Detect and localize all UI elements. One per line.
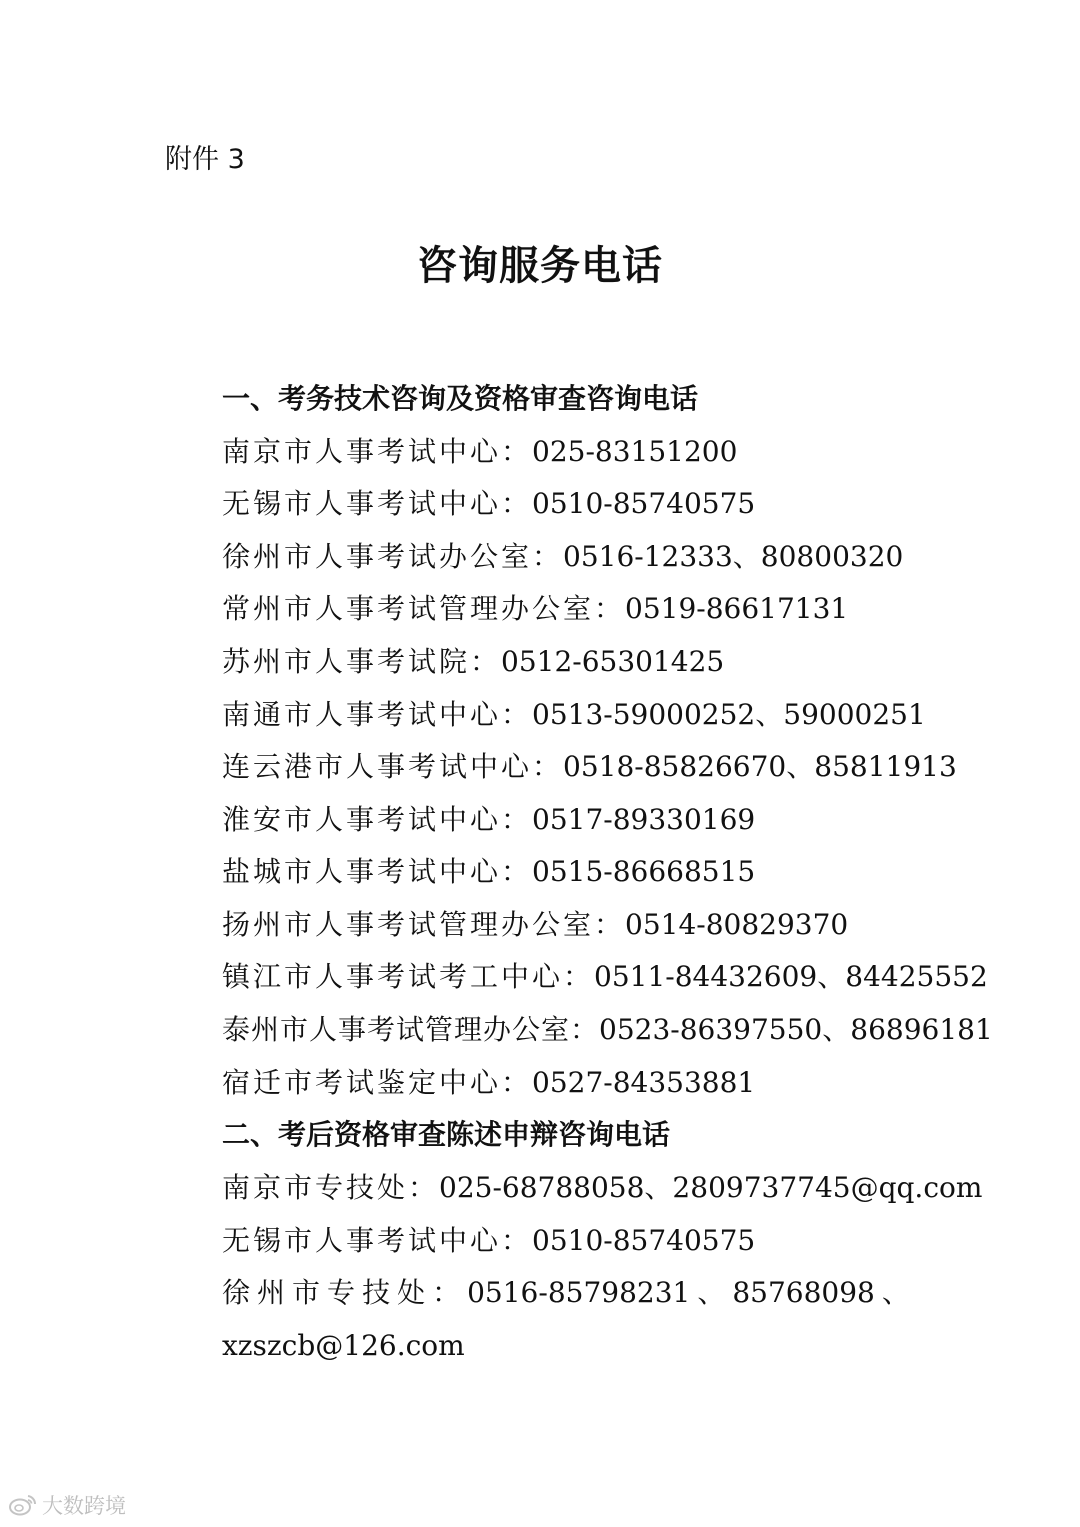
contact-line (222, 1008, 993, 1052)
contact-line (222, 955, 988, 999)
contact-phone: 025-83151200 (532, 435, 738, 468)
attachment-label: 附件 3 (165, 144, 245, 175)
contact-line (222, 850, 755, 894)
justified-part: 徐 (222, 1276, 251, 1309)
justified-part: 技 (362, 1276, 391, 1309)
contact-name: 淮安市人事考试中心： (222, 803, 533, 836)
watermark (8, 1490, 126, 1520)
contact-name: 南通市人事考试中心： (222, 698, 533, 731)
contact-phone: 0523-86397550、86896181 (599, 1013, 993, 1046)
contact-phone: 0510-85740575 (532, 487, 756, 520)
contact-phone: 0518-85826670、85811913 (563, 750, 957, 783)
section-2-heading: 二、考后资格审查陈述申辩咨询电话 (222, 1118, 671, 1151)
contact-line-justified (222, 1271, 910, 1315)
contact-line (222, 903, 848, 947)
contact-line (222, 693, 926, 737)
contact-line (222, 745, 957, 789)
contact-phone: 025-68788058、2809737745@qq.com (439, 1171, 983, 1204)
contact-name: 无锡市人事考试中心： (222, 1224, 533, 1257)
watermark-text: 大数跨境 (42, 1494, 126, 1518)
contact-name: 苏州市人事考试院： (222, 645, 502, 678)
contact-phone: 0510-85740575 (532, 1224, 756, 1257)
contact-name: 扬州市人事考试管理办公室： (222, 908, 626, 941)
contact-line (222, 1219, 755, 1263)
contact-phone: 0514-80829370 (625, 908, 849, 941)
contact-phone: 0511-84432609、84425552 (594, 960, 988, 993)
contact-phone: 0512-65301425 (501, 645, 725, 678)
justified-part: ： (432, 1276, 461, 1309)
contact-name: 常州市人事考试管理办公室： (222, 592, 626, 625)
page-title: 咨询服务电话 (417, 243, 663, 289)
justified-part: 州 (257, 1276, 286, 1309)
contact-line (222, 430, 737, 474)
contact-name: 徐州市人事考试办公室： (222, 540, 564, 573)
contact-line (222, 1061, 755, 1105)
contact-name: 泰州市人事考试管理办公室： (222, 1013, 600, 1046)
weibo-icon (8, 1493, 38, 1517)
justified-part: 、 (697, 1276, 726, 1309)
section-1-heading: 一、考务技术咨询及资格审查咨询电话 (222, 382, 699, 415)
contact-name: 连云港市人事考试中心： (222, 750, 564, 783)
contact-phone: 0527-84353881 (532, 1066, 756, 1099)
contact-line (222, 1166, 982, 1210)
contact-name: 宿迁市考试鉴定中心： (222, 1066, 533, 1099)
contact-phone: 0515-86668515 (532, 855, 756, 888)
contact-line (222, 798, 755, 842)
contact-name: 南京市专技处： (222, 1171, 440, 1204)
justified-part: 处 (397, 1276, 426, 1309)
contact-continuation: xzszcb@126.com (222, 1329, 465, 1362)
justified-part: 专 (327, 1276, 356, 1309)
contact-phone: 0517-89330169 (532, 803, 756, 836)
contact-line (222, 640, 724, 684)
contact-phone: 0513-59000252、59000251 (532, 698, 926, 731)
contact-phone: 0516-12333、80800320 (563, 540, 904, 573)
contact-name: 盐城市人事考试中心： (222, 855, 533, 888)
contact-name: 无锡市人事考试中心： (222, 487, 533, 520)
contact-line (222, 587, 848, 631)
justified-part: 0516-85798231 (467, 1276, 691, 1309)
contact-name: 南京市人事考试中心： (222, 435, 533, 468)
contact-phone: 0519-86617131 (625, 592, 849, 625)
justified-part: 市 (292, 1276, 321, 1309)
contact-line (222, 482, 755, 526)
contact-name: 镇江市人事考试考工中心： (222, 960, 595, 993)
contact-line (222, 535, 903, 579)
justified-part: 、 (881, 1276, 910, 1309)
justified-part: 85768098 (732, 1276, 875, 1309)
